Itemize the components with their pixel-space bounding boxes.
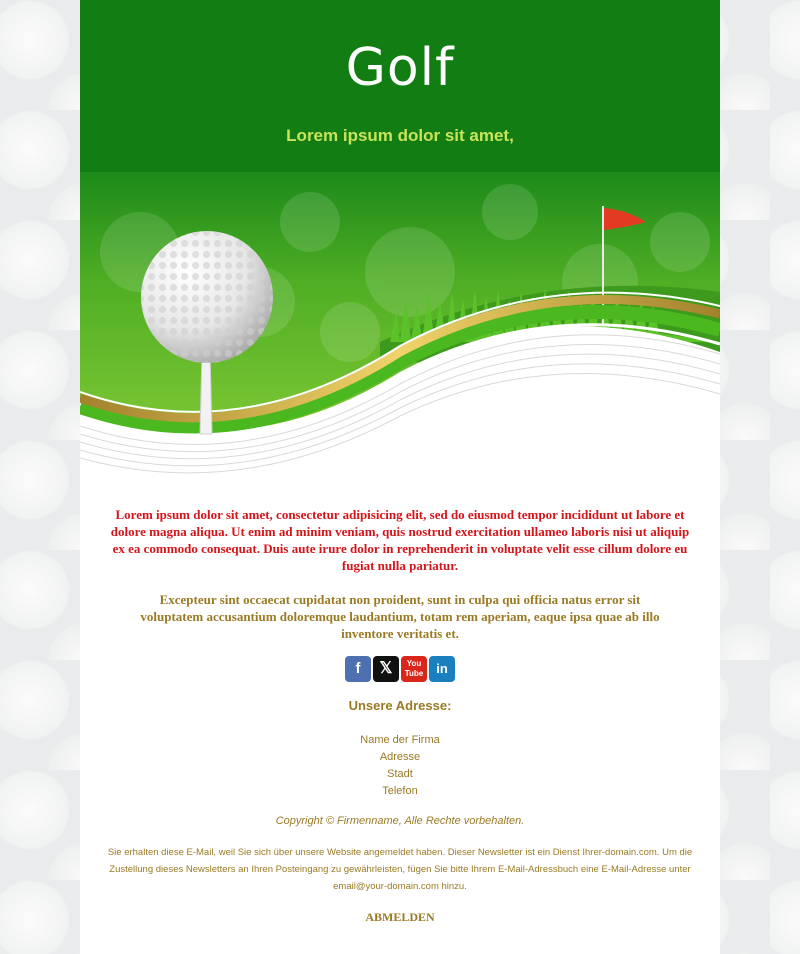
social-links [80,656,720,684]
newsletter-title: Golf [345,38,455,98]
unsubscribe-link[interactable]: ABMELDEN [365,910,435,924]
intro-paragraph: Lorem ipsum dolor sit amet, consectetur adipisicing elit, sed do eiusmod tempor incididunt ut labore et dolore magna aliqua. Ut enim ad minim veniam, quis nostrud exercitation ullameo laboris nisi ut aliquip ex ea commodo consequat. Duis aute irure dolor in reprehenderit in voluptate velit esse cillum dolore eu fugiat nulla pariatur. [110,507,690,573]
x-twitter-icon[interactable]: 𝕏 [373,656,399,682]
disclaimer-text: Sie erhalten diese E-Mail, weil Sie sich über unsere Website angemeldet haben. Dieser Newsletter ist ein Dienst Ihrer-domain.com. Um die Zustellung dieses Newsletters an Ihren Posteingang zu gewährleisten, fügen Sie bitte Ihrem E-Mail-Adressbuch eine E-Mail-Adresse unter email@your-domain.com hinzu. [107,847,693,892]
youtube-icon-label-top: You [406,659,422,668]
city-line: Stadt [387,768,413,780]
youtube-icon-label-bottom: Tube [404,669,424,678]
address-heading: Unsere Adresse: [348,698,452,713]
newsletter-container [80,0,720,954]
secondary-paragraph: Excepteur sint occaecat cupidatat non proident, sunt in culpa qui officia natus error sit voluptatem accusantium doloremque laudantium, totam rem aperiam, eaque ipsa quae ab illo inventore veritatis et. [140,592,660,641]
copyright-text: Copyright © Firmenname, Alle Rechte vorbehalten. [275,815,525,827]
linkedin-icon[interactable]: in [429,656,455,682]
newsletter-subtitle: Lorem ipsum dolor sit amet, [286,126,514,145]
golf-ball-icon [141,231,273,363]
facebook-icon[interactable]: f [345,656,371,682]
header-banner [80,0,720,172]
address-block [80,732,720,800]
company-name: Name der Firma [360,734,440,746]
phone-line: Telefon [382,785,418,797]
address-line: Adresse [379,751,421,763]
hero-image [80,172,720,490]
youtube-icon[interactable] [401,656,427,682]
